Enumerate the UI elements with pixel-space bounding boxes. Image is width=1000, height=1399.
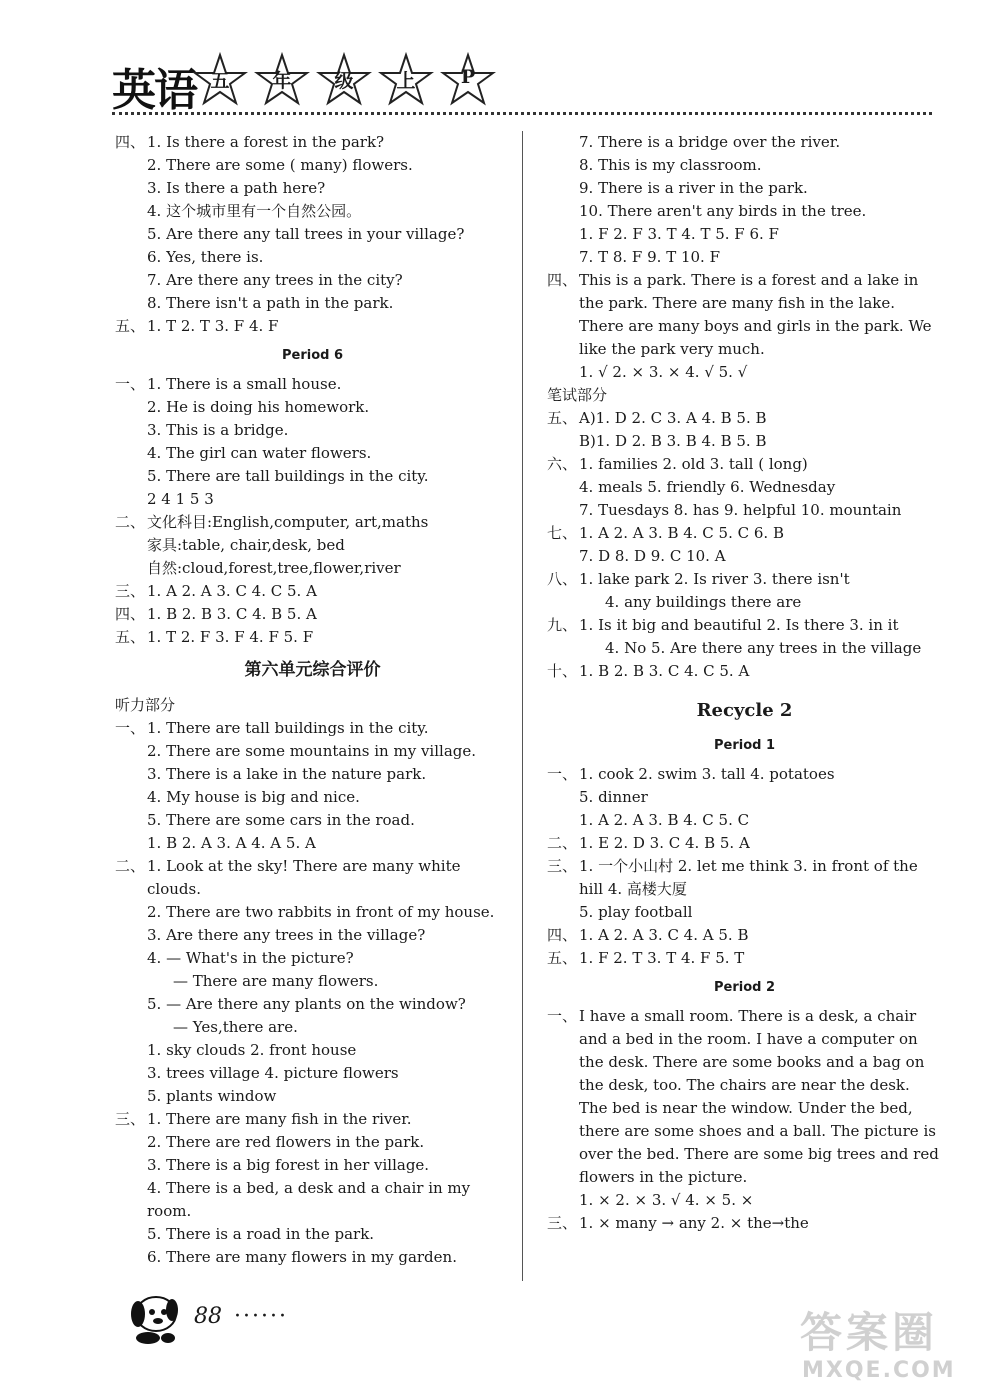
answer-line: 7. Are there any trees in the city? — [147, 271, 403, 289]
unit-title: 第六单元综合评价 — [244, 660, 381, 680]
answer-line: B)1. D 2. B 3. B 4. B 5. B — [579, 432, 767, 450]
answer-line: 5. Are there any tall trees in your village? — [147, 225, 465, 243]
section-label: 十、 — [547, 662, 578, 680]
answer-line: 2. There are red flowers in the park. — [147, 1133, 425, 1151]
answer-line: 5. play football — [579, 903, 693, 921]
answer-line: 5. There are tall buildings in the city. — [147, 467, 429, 485]
answer-line: 七、 1. A 2. A 3. B 4. C 5. C 6. B — [547, 522, 942, 545]
answer-line: 9. There is a river in the park. — [579, 179, 808, 197]
answer-line: — There are many flowers. — [173, 972, 379, 990]
star-badge — [254, 52, 310, 108]
answer-line: 8. This is my classroom. — [579, 156, 762, 174]
subject-title: 英语 — [112, 65, 196, 116]
answer-line: 2. He is doing his homework. — [147, 398, 370, 416]
answer-line: 4. — What's in the picture? — [147, 949, 354, 967]
answer-line: 7. There is a bridge over the river. — [579, 133, 841, 151]
watermark-url: MXQE.COM — [802, 1358, 956, 1383]
watermark-logo-text: 答案圈 — [800, 1308, 939, 1357]
page-header — [112, 52, 932, 122]
answer-line: 1. B 2. A 3. A 4. A 5. A — [147, 834, 316, 852]
answer-line: 8. There isn't a path in the park. — [147, 294, 394, 312]
section-label: 一、 — [547, 1007, 578, 1025]
section-label: 一、 — [115, 375, 146, 393]
answer-line: 五、 A)1. D 2. C 3. A 4. B 5. B — [547, 407, 942, 430]
answer-line: 二、 1. Look at the sky! There are many white clouds. — [115, 855, 510, 901]
section-label: 四、 — [547, 271, 578, 289]
section-label: 二、 — [547, 834, 578, 852]
answer-line: 4. The girl can water flowers. — [147, 444, 372, 462]
star-badge — [192, 52, 248, 108]
answer-line: 1. √ 2. × 3. × 4. √ 5. √ — [579, 363, 748, 381]
section-label: 六、 — [547, 455, 578, 473]
answer-line: 三、 1. A 2. A 3. C 4. C 5. A — [115, 580, 510, 603]
answer-line: 1. F 2. F 3. T 4. T 5. F 6. F — [579, 225, 779, 243]
section-label: 二、 — [115, 513, 146, 531]
answer-line: 五、 1. T 2. F 3. F 4. F 5. F — [115, 626, 510, 649]
answer-line: 八、 1. lake park 2. Is river 3. there isn't — [547, 568, 942, 591]
footer-dots: ······ — [234, 1304, 288, 1329]
answer-line: 四、 1. A 2. A 3. C 4. A 5. B — [547, 924, 942, 947]
recycle-title: Recycle 2 — [696, 700, 793, 721]
answer-line: 六、 1. families 2. old 3. tall ( long) — [547, 453, 942, 476]
answer-line: 4. My house is big and nice. — [147, 788, 360, 806]
star-text: 上 — [396, 70, 416, 92]
star-text: 五 — [210, 70, 230, 92]
answer-line: 3. Are there any trees in the village? — [147, 926, 426, 944]
right-column — [547, 131, 942, 1235]
section-label: 五、 — [547, 949, 578, 967]
answer-line: 6. Yes, there is. — [147, 248, 264, 266]
answer-line: 三、 1. 一个小山村 2. let me think 3. in front of the hill 4. 高楼大厦 — [547, 855, 942, 901]
section-label: 三、 — [115, 1110, 146, 1128]
section-label: 一、 — [547, 765, 578, 783]
answer-line: 三、 1. There are many fish in the river. — [115, 1108, 510, 1131]
answer-line: 1. sky clouds 2. front house — [147, 1041, 357, 1059]
answer-line: 五、 1. F 2. T 3. T 4. F 5. T — [547, 947, 942, 970]
answer-line: 1. A 2. A 3. B 4. C 5. C — [579, 811, 750, 829]
answer-line: 6. There are many flowers in my garden. — [147, 1248, 457, 1266]
section-label: 五、 — [547, 409, 578, 427]
answer-line: 十、 1. B 2. B 3. C 4. C 5. A — [547, 660, 942, 683]
answer-line: 4. meals 5. friendly 6. Wednesday — [579, 478, 836, 496]
section-label: 八、 — [547, 570, 578, 588]
answer-line: 4. There is a bed, a desk and a chair in my room. — [147, 1179, 471, 1220]
star-text: 级 — [334, 70, 354, 92]
answer-line: 4. No 5. Are there any trees in the village — [605, 639, 922, 657]
answer-line: 二、 文化科目:English,computer, art,maths — [115, 511, 510, 534]
puppy-mascot-icon — [122, 1290, 186, 1346]
section-label: 五、 — [115, 628, 146, 646]
period-heading: Period 1 — [713, 738, 776, 753]
answer-line: 一、 1. There are tall buildings in the city. — [115, 717, 510, 740]
section-label: 三、 — [115, 582, 146, 600]
answer-line: 5. There is a road in the park. — [147, 1225, 375, 1243]
section-label: 七、 — [547, 524, 578, 542]
star-badge — [316, 52, 372, 108]
answer-line: 2. There are some mountains in my village. — [147, 742, 477, 760]
answer-line: 家具:table, chair,desk, bed — [147, 536, 345, 554]
star-text: P — [460, 66, 476, 88]
column-divider — [522, 131, 523, 1281]
section-label: 一、 — [115, 719, 146, 737]
section-subheading: 笔试部分 — [547, 386, 608, 404]
answer-line: — Yes,there are. — [173, 1018, 298, 1036]
page-number: 88 — [194, 1304, 222, 1329]
page-footer — [122, 1290, 322, 1350]
section-label: 二、 — [115, 857, 146, 875]
answer-line: 2. There are two rabbits in front of my house. — [147, 903, 495, 921]
section-label: 四、 — [115, 605, 146, 623]
section-label: 四、 — [115, 133, 146, 151]
period-heading: Period 2 — [713, 980, 776, 995]
section-label: 九、 — [547, 616, 578, 634]
answer-line: 四、 This is a park. There is a forest and a lake in the park. There are many fish in the lake. There are many boys and girls in the park. We like the park very much. — [547, 269, 942, 361]
section-label: 五、 — [115, 317, 146, 335]
answer-line: 一、 I have a small room. There is a desk, a chair and a bed in the room. I have a computer on the desk. There are some books and a bag on the desk, too. The chairs are near the desk. The bed is near the window. Under the bed, there are some shoes and a ball. The picture is over the bed. There are some big trees and red flowers in the picture. — [547, 1005, 942, 1189]
answer-line: 5. dinner — [579, 788, 648, 806]
answer-line: 自然:cloud,forest,tree,flower,river — [147, 559, 401, 577]
answer-line: 7. Tuesdays 8. has 9. helpful 10. mountain — [579, 501, 902, 519]
answer-line: 4. 这个城市里有一个自然公园。 — [147, 202, 362, 220]
answer-line: 10. There aren't any birds in the tree. — [579, 202, 867, 220]
answer-line: 3. There is a lake in the nature park. — [147, 765, 427, 783]
answer-line: 4. any buildings there are — [605, 593, 802, 611]
header-divider — [112, 112, 932, 115]
answer-line: 三、 1. × many → any 2. × the→the — [547, 1212, 942, 1235]
answer-line: 3. This is a bridge. — [147, 421, 289, 439]
answer-line: 四、 1. Is there a forest in the park? — [115, 131, 510, 154]
answer-line: 2. There are some ( many) flowers. — [147, 156, 413, 174]
answer-line: 1. × 2. × 3. √ 4. × 5. × — [579, 1191, 754, 1209]
answer-line: 5. There are some cars in the road. — [147, 811, 415, 829]
star-badge — [440, 52, 496, 108]
answer-line: 二、 1. E 2. D 3. C 4. B 5. A — [547, 832, 942, 855]
answer-line: 5. plants window — [147, 1087, 277, 1105]
section-label: 三、 — [547, 1214, 578, 1232]
answer-line: 九、 1. Is it big and beautiful 2. Is there 3. in it — [547, 614, 942, 637]
section-label: 四、 — [547, 926, 578, 944]
answer-line: 3. There is a big forest in her village. — [147, 1156, 430, 1174]
section-label: 三、 — [547, 857, 578, 875]
grade-stars — [192, 52, 496, 108]
answer-line: 3. Is there a path here? — [147, 179, 326, 197]
period-heading: Period 6 — [281, 348, 344, 363]
answer-line: 一、 1. There is a small house. — [115, 373, 510, 396]
answer-line: 2 4 1 5 3 — [147, 490, 214, 508]
answer-line: 五、 1. T 2. T 3. F 4. F — [115, 315, 510, 338]
answer-line: 3. trees village 4. picture flowers — [147, 1064, 399, 1082]
section-subheading: 听力部分 — [115, 696, 176, 714]
star-text: 年 — [272, 70, 292, 92]
answer-line: 四、 1. B 2. B 3. C 4. B 5. A — [115, 603, 510, 626]
watermark — [784, 1300, 984, 1390]
answer-line: 5. — Are there any plants on the window? — [147, 995, 466, 1013]
answer-line: 7. T 8. F 9. T 10. F — [579, 248, 720, 266]
star-badge — [378, 52, 434, 108]
answer-line: 一、 1. cook 2. swim 3. tall 4. potatoes — [547, 763, 942, 786]
left-column — [115, 131, 510, 1269]
answer-line: 7. D 8. D 9. C 10. A — [579, 547, 726, 565]
